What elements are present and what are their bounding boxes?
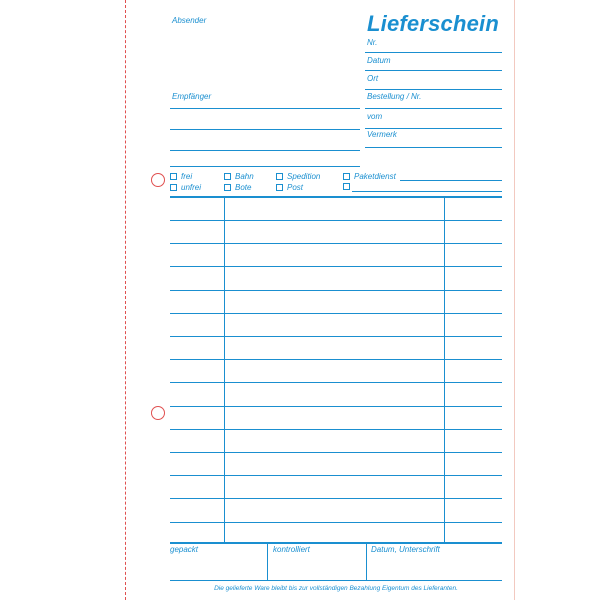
checkbox-icon[interactable]	[343, 183, 350, 190]
shipping-option-label: Bahn	[235, 172, 254, 181]
recipient-label: Empfänger	[172, 92, 212, 101]
sign-divider-2	[366, 543, 367, 580]
checkbox-icon[interactable]	[224, 173, 231, 180]
checkbox-icon[interactable]	[343, 173, 350, 180]
field-label: Ort	[367, 74, 379, 83]
shipping-option[interactable]	[343, 183, 354, 190]
field-line[interactable]	[365, 128, 502, 129]
shipping-option-label: Post	[287, 183, 304, 192]
paketdienst-line	[400, 180, 502, 181]
table-row[interactable]	[170, 498, 502, 499]
checkbox-icon[interactable]	[224, 184, 231, 191]
signature-bottom-line	[170, 580, 502, 581]
field-line[interactable]	[365, 147, 502, 148]
field-label: Vermerk	[367, 130, 397, 139]
table-col-divider-1	[224, 197, 225, 542]
paper-edge	[514, 0, 515, 600]
table-row[interactable]	[170, 359, 502, 360]
field-label: Nr.	[367, 38, 378, 47]
table-bottom-border	[170, 542, 502, 544]
shipping-option[interactable]	[276, 183, 303, 192]
sign-divider-1	[267, 543, 268, 580]
table-row[interactable]	[170, 336, 502, 337]
field-line[interactable]	[365, 70, 502, 71]
shipping-option[interactable]	[343, 172, 396, 181]
sender-label: Absender	[172, 16, 207, 25]
shipping-option-label: frei	[181, 172, 193, 181]
packed-label: gepackt	[170, 545, 199, 554]
field-label: vom	[367, 112, 383, 121]
recipient-line-3	[170, 150, 360, 151]
recipient-line-4	[170, 166, 360, 167]
table-row[interactable]	[170, 220, 502, 221]
punch-hole-top	[151, 173, 165, 187]
table-row[interactable]	[170, 406, 502, 407]
table-row[interactable]	[170, 290, 502, 291]
table-row[interactable]	[170, 475, 502, 476]
checkbox-icon[interactable]	[276, 173, 283, 180]
form-title: Lieferschein	[367, 11, 500, 36]
footer-note: Die gelieferte Ware bleibt bis zur vollständigen Bezahlung Eigentum des Lieferanten.	[214, 585, 458, 592]
shipping-option[interactable]	[170, 183, 201, 192]
checkbox-icon[interactable]	[170, 184, 177, 191]
punch-hole-bottom	[151, 406, 165, 420]
checkbox-icon[interactable]	[276, 184, 283, 191]
shipping-option-label: Spedition	[287, 172, 321, 181]
table-top-border	[170, 196, 502, 198]
table-row[interactable]	[170, 522, 502, 523]
field-label: Datum	[367, 56, 391, 65]
table-row[interactable]	[170, 243, 502, 244]
table-row[interactable]	[170, 452, 502, 453]
field-line[interactable]	[365, 108, 502, 109]
shipping-option-label: Bote	[235, 183, 252, 192]
checked-label: kontrolliert	[273, 545, 310, 554]
field-line[interactable]	[365, 89, 502, 90]
checkbox-icon[interactable]	[170, 173, 177, 180]
shipping-option-label: unfrei	[181, 183, 202, 192]
shipping-option[interactable]	[224, 172, 254, 181]
field-label: Bestellung / Nr.	[367, 92, 422, 101]
table-row[interactable]	[170, 266, 502, 267]
other-shipping-line	[352, 191, 502, 192]
table-row[interactable]	[170, 429, 502, 430]
shipping-option[interactable]	[276, 172, 320, 181]
perforation-line	[125, 0, 126, 600]
shipping-option-label: Paketdienst	[354, 172, 396, 181]
recipient-line-1	[170, 108, 360, 109]
date-signature-label: Datum, Unterschrift	[371, 545, 440, 554]
field-line[interactable]	[365, 52, 502, 53]
table-col-divider-2	[444, 197, 445, 542]
table-row[interactable]	[170, 382, 502, 383]
shipping-option[interactable]	[170, 172, 192, 181]
table-row[interactable]	[170, 313, 502, 314]
recipient-line-2	[170, 129, 360, 130]
shipping-option[interactable]	[224, 183, 251, 192]
